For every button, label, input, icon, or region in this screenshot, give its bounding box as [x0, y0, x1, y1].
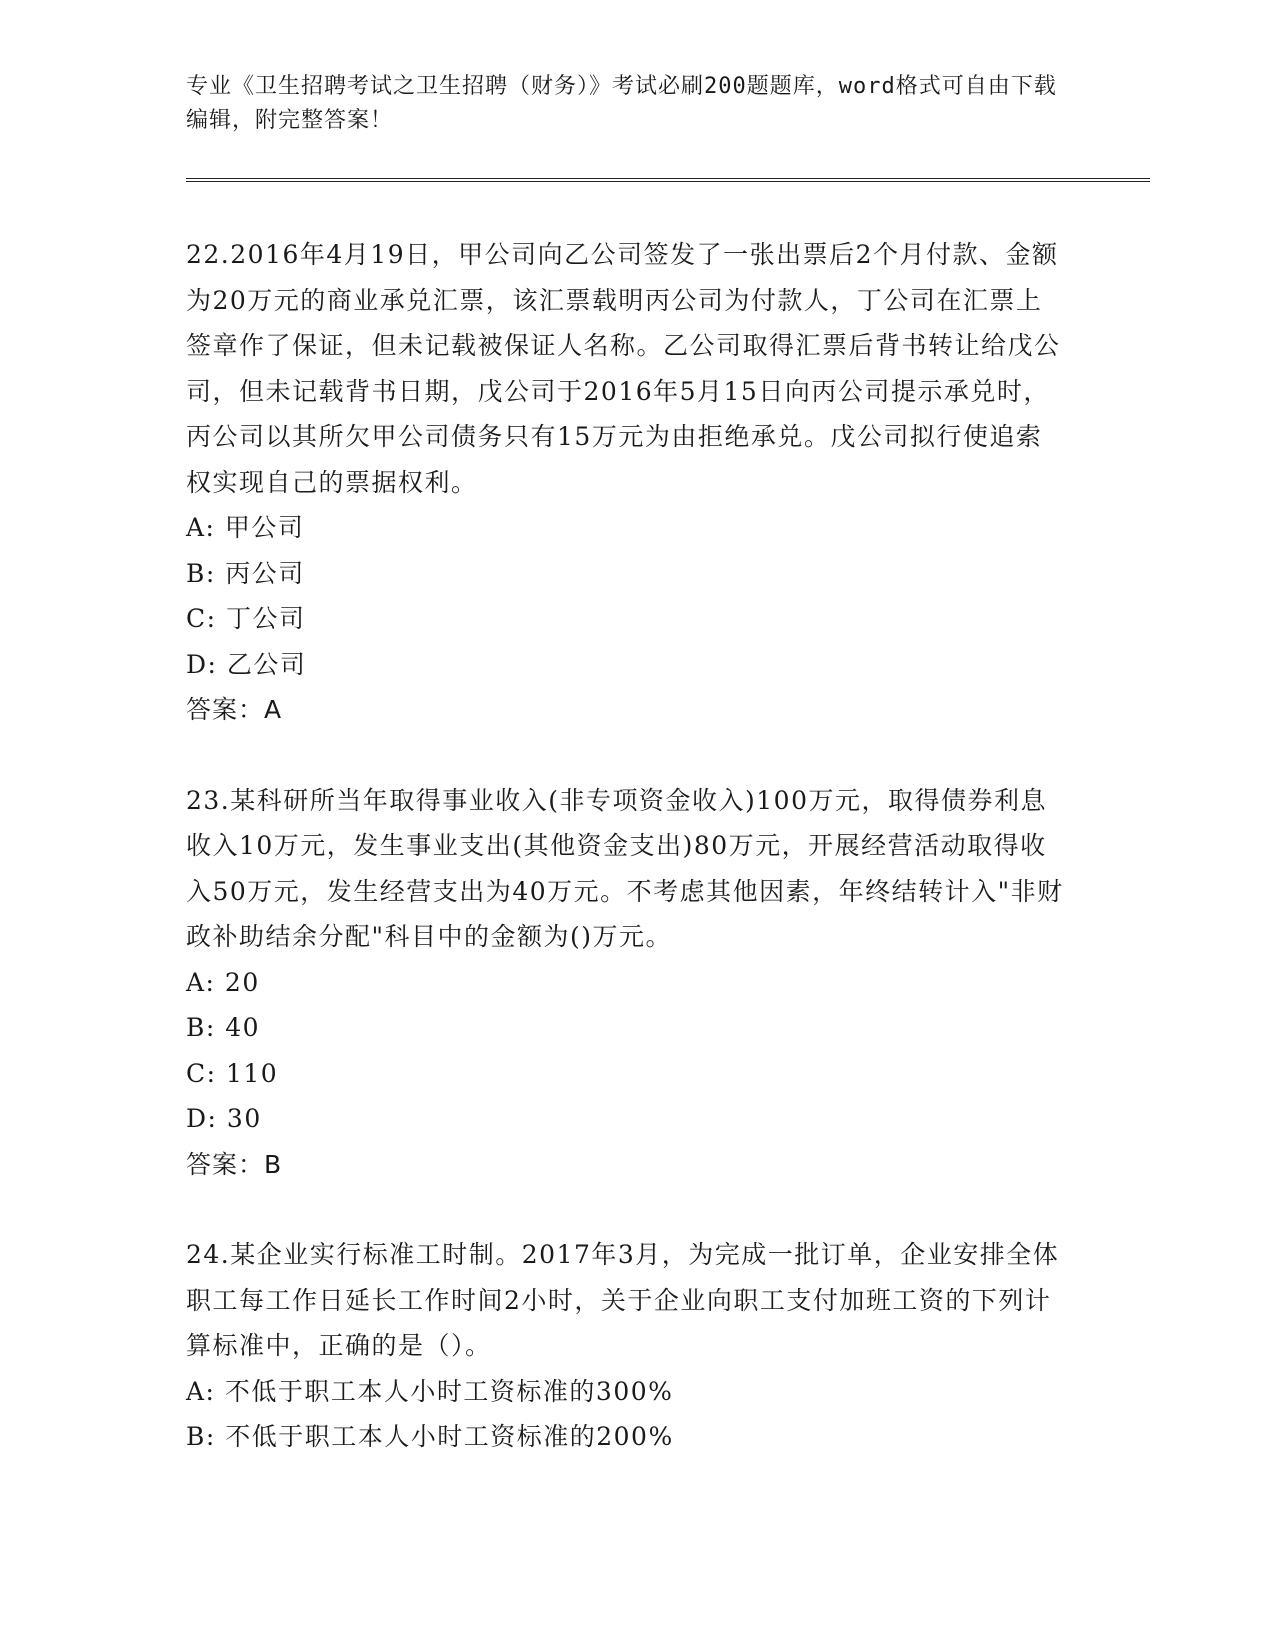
question-text: 22.2016年4月19日，甲公司向乙公司签发了一张出票后2个月付款、金额为20万元的商业承兑汇票，该汇票载明丙公司为付款人，丁公司在汇票上签章作了保证，但未记载被保证人名称。乙公司取得汇票后背书转让给戊公司，但未记载背书日期，戊公司于2016年5月15日向丙公司提示承兑时，丙公司以其所欠甲公司债务只有15万元为由拒绝承兑。戊公司拟行使追索权实现自己的票据权利。 [186, 240, 1061, 497]
question-24 [186, 1232, 1066, 1460]
option-b: B: 不低于职工本人小时工资标准的200% [186, 1422, 674, 1451]
option-a: A: 甲公司 [186, 513, 305, 542]
answer-label: 答案：B [186, 1149, 283, 1179]
option-d: D: 乙公司 [186, 649, 307, 679]
document-header: 专业《卫生招聘考试之卫生招聘（财务）》考试必刷200题题库，word格式可自由下载编辑，附完整答案！ [186, 74, 1057, 133]
header-divider [186, 178, 1150, 182]
option-a: A: 不低于职工本人小时工资标准的300% [186, 1376, 674, 1406]
question-22 [186, 232, 1066, 733]
question-text: 23.某科研所当年取得事业收入(非专项资金收入)100万元，取得债券利息收入10万元，发生事业支出(其他资金支出)80万元，开展经营活动取得收入50万元，发生经营支出为40万元。不考虑其他因素，年终结转计入"非财政补助结余分配"科目中的金额为()万元。 [186, 785, 1064, 951]
option-c: C: 丁公司 [186, 604, 306, 633]
document-page [186, 70, 1146, 1460]
question-text: 24.某企业实行标准工时制。2017年3月，为完成一批订单，企业安排全体职工每工作日延长工作时间2小时，关于企业向职工支付加班工资的下列计算标准中，正确的是（）。 [186, 1240, 1060, 1360]
option-d: D: 30 [186, 1104, 262, 1133]
option-c: C: 110 [186, 1058, 279, 1088]
option-b: B: 40 [186, 1013, 261, 1042]
option-a: A: 20 [186, 967, 260, 997]
option-b: B: 丙公司 [186, 558, 305, 588]
question-23 [186, 778, 1066, 1188]
answer-label: 答案：A [186, 695, 283, 724]
